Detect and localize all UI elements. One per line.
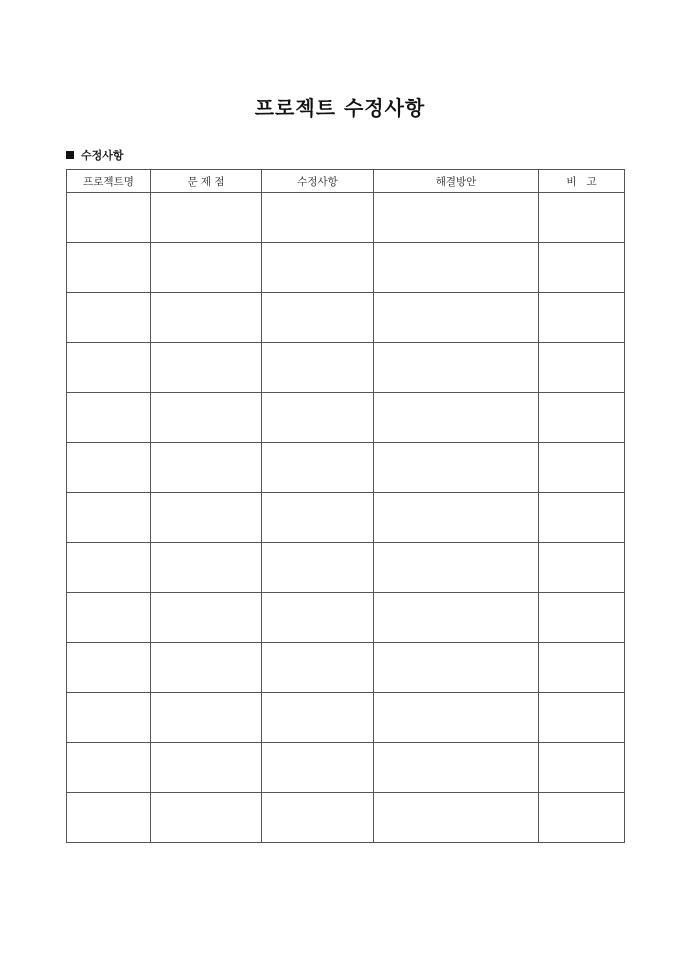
cell-revision[interactable]	[262, 293, 374, 343]
cell-remarks[interactable]	[539, 493, 625, 543]
cell-problem[interactable]	[151, 293, 262, 343]
cell-remarks[interactable]	[539, 393, 625, 443]
cell-revision[interactable]	[262, 493, 374, 543]
table-row	[67, 343, 625, 393]
header-revision: 수정사항	[262, 170, 374, 193]
cell-solution[interactable]	[374, 393, 539, 443]
cell-revision[interactable]	[262, 243, 374, 293]
cell-revision[interactable]	[262, 593, 374, 643]
cell-revision[interactable]	[262, 793, 374, 843]
cell-solution[interactable]	[374, 443, 539, 493]
cell-remarks[interactable]	[539, 193, 625, 243]
cell-solution[interactable]	[374, 343, 539, 393]
cell-solution[interactable]	[374, 643, 539, 693]
cell-problem[interactable]	[151, 343, 262, 393]
cell-problem[interactable]	[151, 443, 262, 493]
cell-remarks[interactable]	[539, 293, 625, 343]
cell-problem[interactable]	[151, 393, 262, 443]
cell-remarks[interactable]	[539, 443, 625, 493]
table-row	[67, 293, 625, 343]
cell-problem[interactable]	[151, 543, 262, 593]
cell-project-name[interactable]	[67, 393, 151, 443]
cell-remarks[interactable]	[539, 343, 625, 393]
section-header	[66, 147, 124, 163]
cell-problem[interactable]	[151, 793, 262, 843]
cell-problem[interactable]	[151, 493, 262, 543]
cell-remarks[interactable]	[539, 793, 625, 843]
cell-solution[interactable]	[374, 743, 539, 793]
cell-project-name[interactable]	[67, 493, 151, 543]
cell-remarks[interactable]	[539, 693, 625, 743]
cell-project-name[interactable]	[67, 793, 151, 843]
cell-remarks[interactable]	[539, 743, 625, 793]
cell-project-name[interactable]	[67, 243, 151, 293]
table-row	[67, 243, 625, 293]
cell-project-name[interactable]	[67, 693, 151, 743]
cell-problem[interactable]	[151, 693, 262, 743]
cell-project-name[interactable]	[67, 443, 151, 493]
cell-revision[interactable]	[262, 193, 374, 243]
cell-project-name[interactable]	[67, 543, 151, 593]
cell-project-name[interactable]	[67, 193, 151, 243]
table-row	[67, 593, 625, 643]
table-row	[67, 743, 625, 793]
cell-revision[interactable]	[262, 743, 374, 793]
cell-problem[interactable]	[151, 593, 262, 643]
table-row	[67, 493, 625, 543]
table-row	[67, 543, 625, 593]
revision-table	[66, 169, 625, 843]
document-title: 프로젝트 수정사항	[254, 96, 426, 120]
header-project-name: 프로젝트명	[67, 170, 151, 193]
cell-remarks[interactable]	[539, 243, 625, 293]
table-row	[67, 693, 625, 743]
table-body	[67, 193, 625, 843]
cell-revision[interactable]	[262, 643, 374, 693]
cell-problem[interactable]	[151, 743, 262, 793]
cell-revision[interactable]	[262, 343, 374, 393]
square-bullet-icon	[66, 151, 74, 159]
header-solution: 해결방안	[374, 170, 539, 193]
cell-problem[interactable]	[151, 643, 262, 693]
table-row	[67, 793, 625, 843]
cell-solution[interactable]	[374, 593, 539, 643]
cell-solution[interactable]	[374, 793, 539, 843]
cell-revision[interactable]	[262, 543, 374, 593]
cell-revision[interactable]	[262, 693, 374, 743]
cell-solution[interactable]	[374, 543, 539, 593]
header-remarks: 비 고	[539, 170, 625, 193]
cell-project-name[interactable]	[67, 593, 151, 643]
cell-project-name[interactable]	[67, 643, 151, 693]
cell-remarks[interactable]	[539, 593, 625, 643]
table-row	[67, 443, 625, 493]
cell-solution[interactable]	[374, 193, 539, 243]
section-label: 수정사항	[81, 149, 124, 162]
cell-remarks[interactable]	[539, 643, 625, 693]
cell-remarks[interactable]	[539, 543, 625, 593]
cell-problem[interactable]	[151, 193, 262, 243]
cell-solution[interactable]	[374, 693, 539, 743]
table-row	[67, 643, 625, 693]
cell-project-name[interactable]	[67, 743, 151, 793]
cell-revision[interactable]	[262, 443, 374, 493]
table-row	[67, 393, 625, 443]
cell-project-name[interactable]	[67, 293, 151, 343]
header-problem: 문 제 점	[151, 170, 262, 193]
cell-solution[interactable]	[374, 493, 539, 543]
table-header-row	[67, 170, 625, 193]
cell-project-name[interactable]	[67, 343, 151, 393]
table-row	[67, 193, 625, 243]
cell-solution[interactable]	[374, 293, 539, 343]
cell-problem[interactable]	[151, 243, 262, 293]
cell-solution[interactable]	[374, 243, 539, 293]
cell-revision[interactable]	[262, 393, 374, 443]
